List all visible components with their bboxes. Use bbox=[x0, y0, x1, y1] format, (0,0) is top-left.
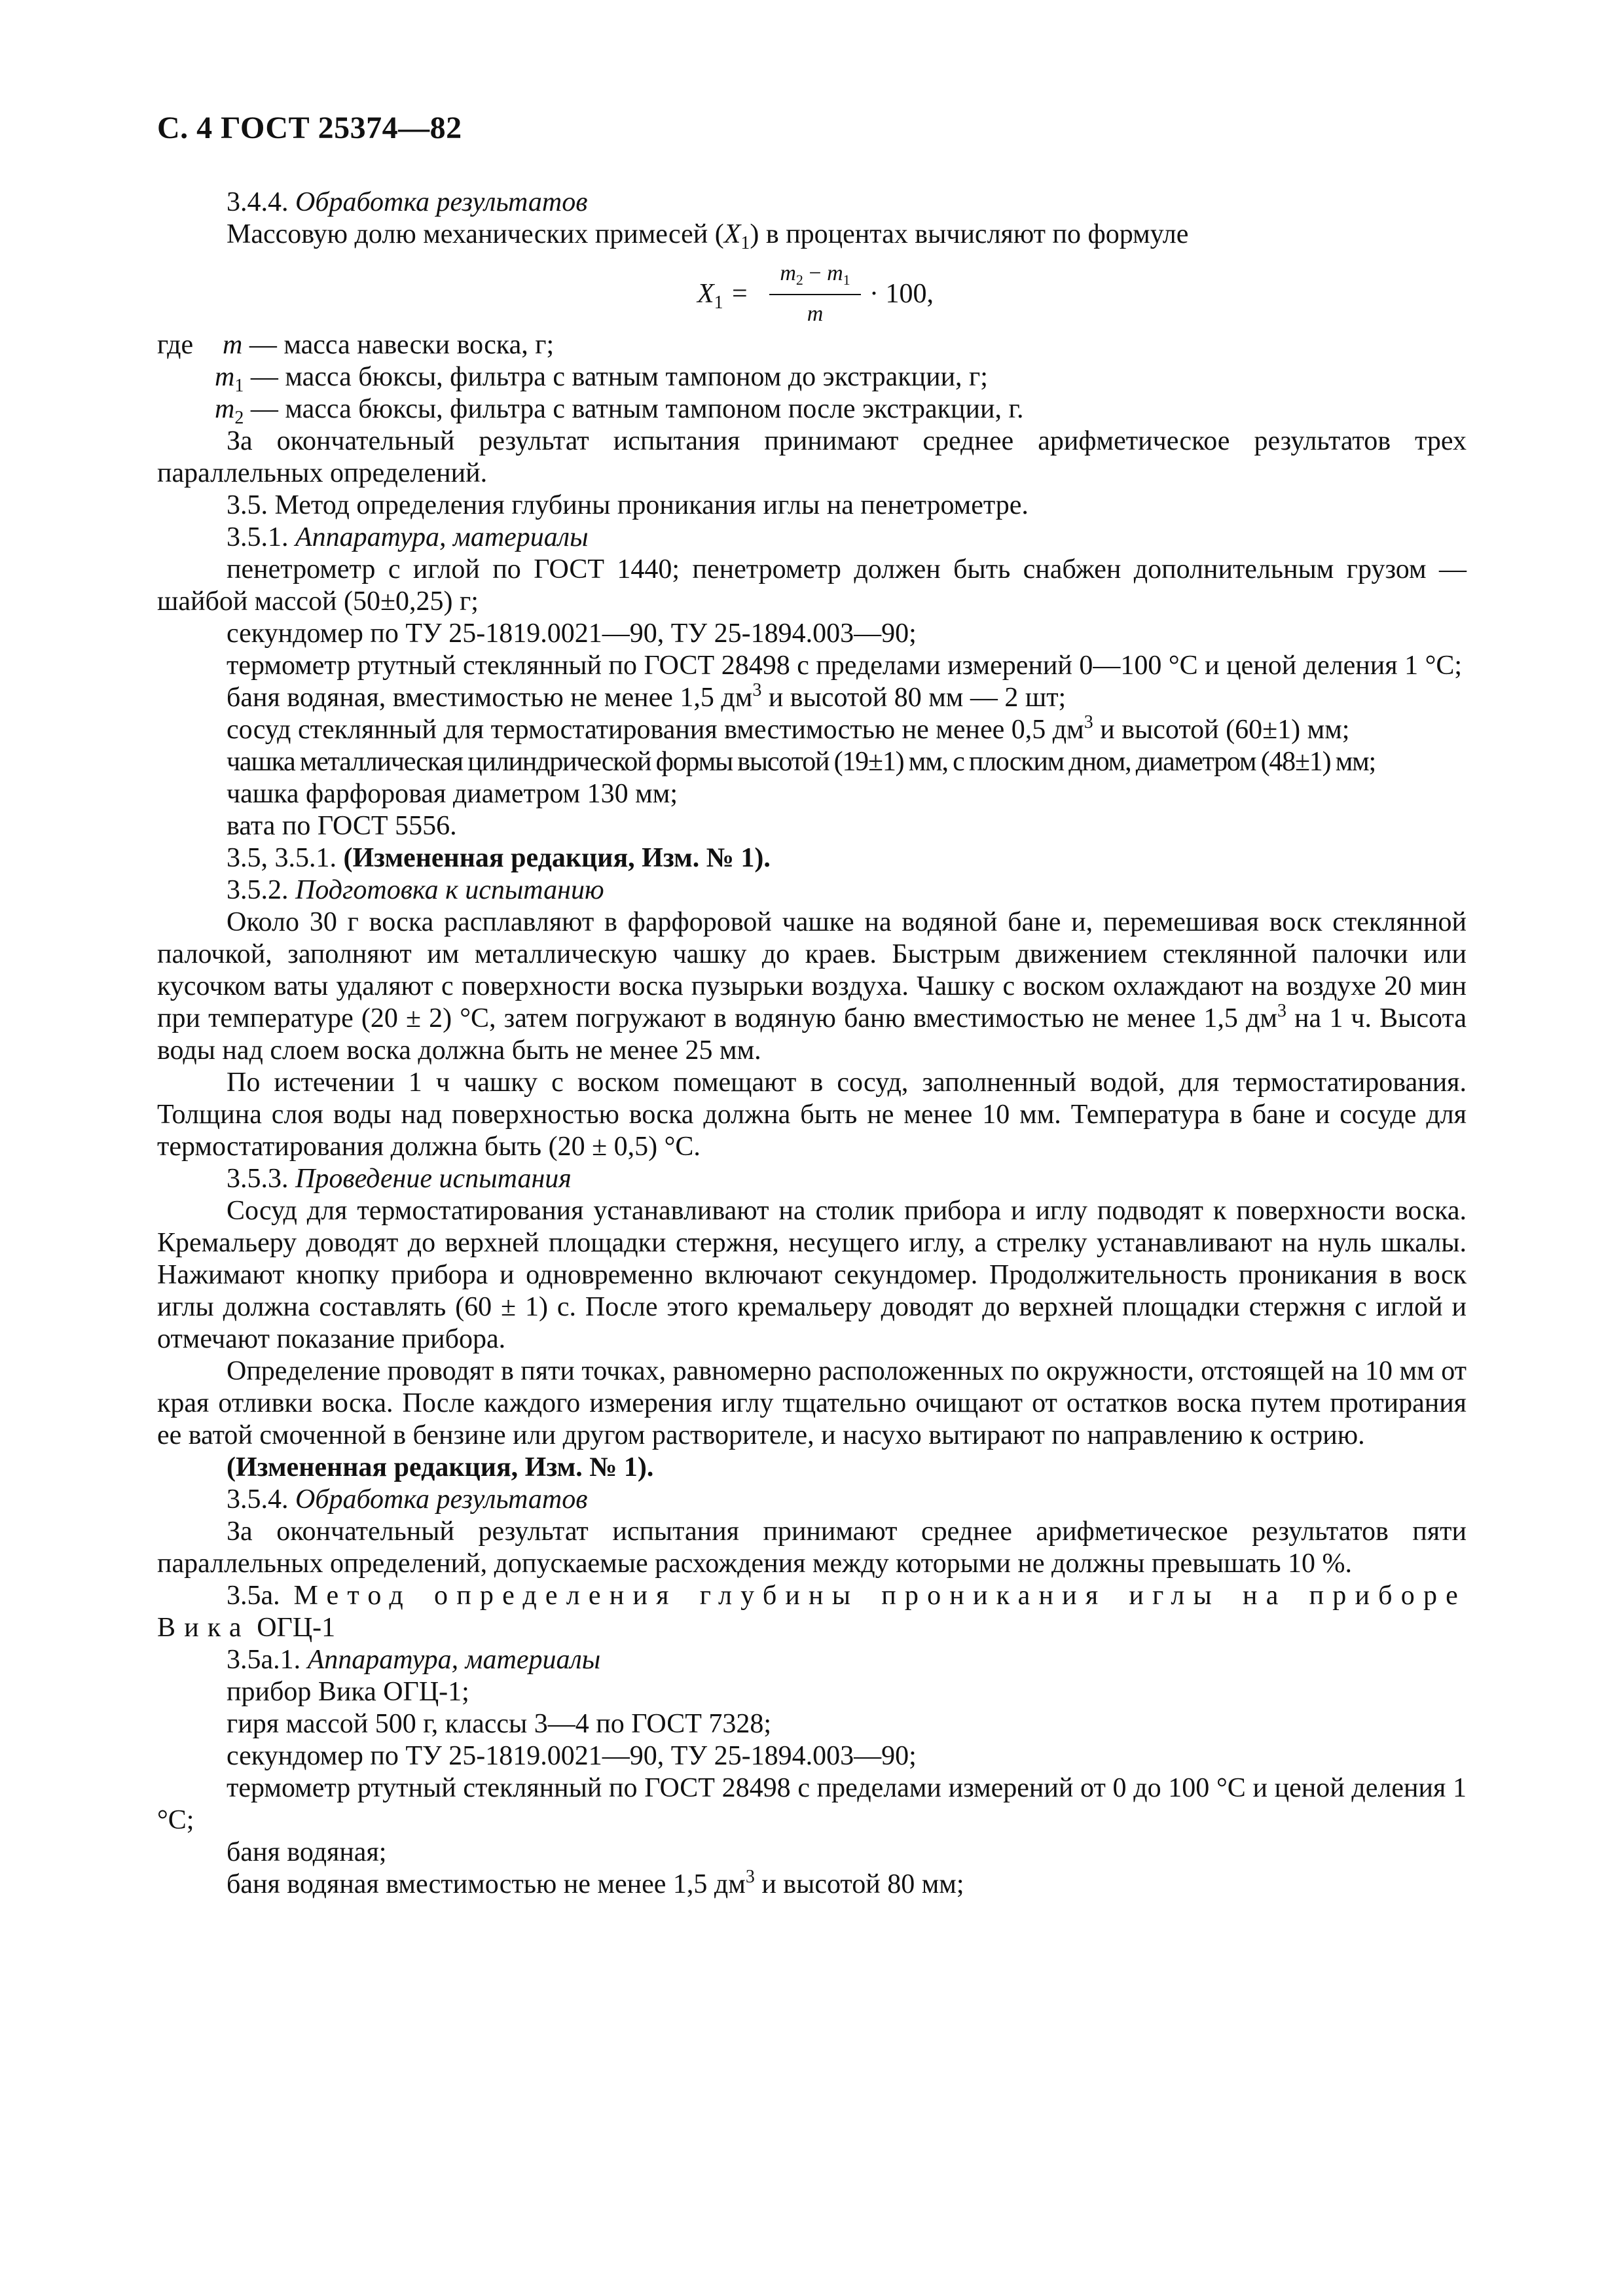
paragraph-thermostat: По истечении 1 ч чашку с воском помещают в сосуд, заполненный водой, для термостатирования. Толщина слоя воды над поверхностью воска должна быть не менее 10 мм. Температура в бане и сосуде для термостатирования должна быть (20 ± 0,5) °С. bbox=[157, 1067, 1467, 1162]
where-line-m2: $m_2$ — масса бюксы, фильтра с ватным тампоном после экстракции, г. bbox=[215, 394, 1024, 428]
list-item-glass-vessel: сосуд стеклянный для термостатирования вместимостью не менее 0,5 $дм^3$ и высотой (60±1) мм; bbox=[227, 712, 1350, 745]
formula-denominator: m bbox=[807, 302, 824, 326]
document-body bbox=[157, 187, 1467, 1901]
paragraph-final-result-3: За окончательный результат испытания принимают среднее арифметическое результатов трех параллельных определений. bbox=[157, 426, 1467, 488]
list-item-water-bath-3: баня водяная вместимостью не менее 1,5 $дм^3$ и высотой 80 мм; bbox=[227, 1867, 964, 1899]
page-header: С. 4 ГОСТ 25374—82 bbox=[157, 111, 462, 145]
list-item-thermometer-2: термометр ртутный стеклянный по ГОСТ 28498 с пределами измерений от 0 до 100 °С и ценой деления 1 °С; bbox=[157, 1773, 1467, 1835]
amendment-note-2: (Измененная редакция, Изм. № 1). bbox=[227, 1452, 654, 1482]
list-item-penetrometer: пенетрометр с иглой по ГОСТ 1440; пенетрометр должен быть снабжен дополнительным грузом — шайбой массой (50±0,25) г; bbox=[157, 554, 1467, 617]
list-item-weight: гиря массой 500 г, классы 3—4 по ГОСТ 7328; bbox=[227, 1709, 772, 1739]
list-item-water-bath-2: баня водяная; bbox=[227, 1837, 387, 1867]
paragraph-preparation: Около 30 г воска расплавляют в фарфоровой чашке на водяной бане и, перемешивая воск стеклянной палочкой, заполняют им металлическую чашку до краев. Быстрым движением стеклянной палочки или кусочком ваты удаляют с поверхности воска пузырьки воздуха. Чашку с воском охлаждают на воздухе 20 мин при температуре (20 ± 2) °С, затем погружают в водяную баню вместимостью не менее 1,5 $дм^3$ на 1 ч. Высота воды над слоем воска должна быть не менее 25 мм. bbox=[157, 907, 1467, 1066]
formula-intro: Массовую долю механических примесей $(X_1)$ в процентах вычисляют по формуле bbox=[227, 219, 1189, 253]
paragraph-procedure: Сосуд для термостатирования устанавливают на столик прибора и иглу подводят к поверхности воска. Кремальеру доводят до верхней площадки стержня, несущего иглу, а стрелку устанавливают на нуль шкалы. Нажимают кнопку прибора и одновременно включают секундомер. Продолжительность проникания в воск иглы должна составлять (60 ± 1) с. После этого кремальеру доводят до верхней площадки стержня с иглой и отмечают показание прибора. bbox=[157, 1196, 1467, 1354]
paragraph-final-result-5: За окончательный результат испытания принимают среднее арифметическое результатов пяти параллельных определений, допускаемые расхождения между которыми не должны превышать 10 %. bbox=[157, 1516, 1467, 1579]
formula-equals: = bbox=[732, 279, 748, 309]
list-item-porcelain-cup: чашка фарфоровая диаметром 130 мм; bbox=[227, 779, 678, 809]
formula-numerator: $m_2 - m_1$ bbox=[780, 261, 850, 288]
list-item-stopwatch-2: секундомер по ТУ 25-1819.0021—90, ТУ 25-1894.003—90; bbox=[227, 1741, 917, 1771]
section-heading-3-5a-1: 3.5а.1. Аппаратура, материалы bbox=[227, 1645, 601, 1675]
section-heading-3-5: 3.5. Метод определения глубины проникания иглы на пенетрометре. bbox=[227, 490, 1029, 520]
formula-multiplier: · 100, bbox=[869, 279, 934, 309]
list-item-cotton: вата по ГОСТ 5556. bbox=[227, 811, 457, 841]
section-heading-3-5-4: 3.5.4. Обработка результатов bbox=[227, 1484, 588, 1515]
list-item-stopwatch: секундомер по ТУ 25-1819.0021—90, ТУ 25-1894.003—90; bbox=[227, 619, 917, 649]
section-heading-3-4-4: 3.4.4. Обработка результатов bbox=[227, 187, 588, 217]
list-item-vicat: прибор Вика ОГЦ-1; bbox=[227, 1677, 469, 1707]
formula-lhs: $X_1$ bbox=[697, 279, 723, 313]
paragraph-five-points: Определение проводят в пяти точках, равномерно расположенных по окружности, отстоящей на 10 мм от края отливки воска. После каждого измерения иглу тщательно очищают от остатков воска путем протирания ее ватой смоченной в бензине или другом растворителе, и насухо вытирают по направлению к острию. bbox=[157, 1356, 1467, 1450]
section-heading-3-5-1: 3.5.1. Аппаратура, материалы bbox=[227, 522, 589, 552]
list-item-water-bath: баня водяная, вместимостью не менее 1,5 $дм^3$ и высотой 80 мм — 2 шт; bbox=[227, 680, 1067, 713]
formula-x1 bbox=[157, 251, 1467, 329]
fraction-bar bbox=[769, 294, 861, 295]
section-heading-3-5-3: 3.5.3. Проведение испытания bbox=[227, 1164, 572, 1194]
list-item-metal-cup: чашка металлическая цилиндрической формы высотой (19±1) мм, с плоским дном, диаметром (48±1) мм; bbox=[227, 747, 1376, 777]
amendment-note-1: 3.5, 3.5.1. (Измененная редакция, Изм. № 1). bbox=[227, 843, 771, 873]
where-line-m: где m — масса навески воска, г; bbox=[157, 330, 555, 360]
list-item-thermometer: термометр ртутный стеклянный по ГОСТ 28498 с пределами измерений 0—100 °С и ценой деления 1 °С; bbox=[227, 651, 1463, 681]
section-heading-3-5a: 3.5а. Метод определения глубины проникания иглы на приборе Вика ОГЦ-1 bbox=[157, 1581, 1467, 1643]
where-line-m1: $m_1$ — масса бюксы, фильтра с ватным тампоном до экстракции, г; bbox=[215, 362, 988, 396]
section-heading-3-5-2: 3.5.2. Подготовка к испытанию bbox=[227, 875, 604, 905]
